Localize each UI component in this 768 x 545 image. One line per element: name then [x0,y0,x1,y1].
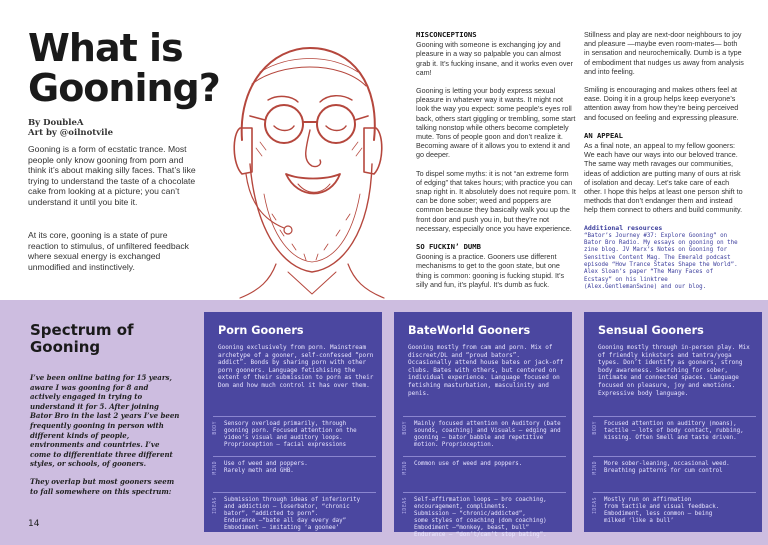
card-section-mind [403,456,566,492]
section-label-ideas: IDEAS [593,497,598,514]
section-label-body: BODY [213,421,218,435]
card-section-body [213,416,376,456]
middle-column [416,30,576,298]
card-section-mind [593,456,756,492]
section-label-ideas: IDEAS [403,497,408,514]
card-section-mind [213,456,376,492]
byline-author: By DoubleA [28,118,84,128]
card-section-ideas [213,492,376,530]
dumb-heading: SO FUCKIN’ DUMB [416,242,481,252]
section-label-ideas: IDEAS [213,497,218,514]
misconceptions-paragraph-2: Gooning is letting your body express sexual pleasure in whatever way it wants. It might not look the way you expect: some people’s eyes roll back, others start giggling or trembling, some start talking nonstop while others become completely mute. Tons of people goon and don’t realize it. Becoming aware of it allows you to extend it and go deeper. [416,86,576,160]
section-text-ideas: Submission through ideas of inferiority and addiction – loserbator, “chronic bator”, “addicted to porn”. Endurance –“bate all day every day” Embodiment – imitating ‘a goonee’ [224,497,361,532]
misconceptions-paragraph-3: To dispel some myths: it is not “an extreme form of edging” that takes hours; with practice you can snap right in. It absolutely does not require porn. It can be done sober; weed and poppers are common because they basically walk you up the front door and push you in, but they’re not necessary, especially once you have experience. [416,168,576,233]
section-text-body: Sensory overload primarily, through gooning porn. Focused attention on the video’s visual and auditory loops. Proprioception – facial expressions [224,421,357,449]
card-porn-gooners [204,312,382,532]
misconceptions-heading: MISCONCEPTIONS [416,30,477,39]
intro-paragraph-2: At its core, gooning is a state of pure reaction to stimulus, of unfiltered feedback where sexual energy is exchanged unmodified and instinctively. [28,230,189,272]
right-paragraph-2: Smiling is encouraging and makes others feel at ease. Doing it in a group helps keep everyone’s attention away from how they’re being perceived and focused on feeling and expressing pleasure. [584,85,739,122]
section-label-mind: MIND [593,461,598,475]
card-bateworld-gooners [394,312,572,539]
section-text-mind: Common use of weed and poppers. [414,461,523,467]
appeal-paragraph: As a final note, an appeal to my fellow gooners: We each have our ways into our beloved trance. The same way meth ravages our communities, ideas of addiction are putting many of ours at risk of isolation and decay. Let’s take care of each other. I hope this helps at least one person shift to methods that don’t endanger them and instead help them connect to others and build community. [584,141,743,215]
spectrum-title: Spectrum of Gooning [30,321,134,356]
section-text-mind: More sober-leaning, occasional weed. Breathing patterns for cum control [604,461,730,475]
section-label-body: BODY [593,421,598,435]
card-description: Gooning exclusively from porn. Mainstream archetype of a gooner, self-confessed “porn addict”. Bonds by sharing porn with other porn gooners. Language fetishising the extent of their submission to porn as their Dom and how much control it has over them. [218,344,374,389]
section-text-body: Mainly focused attention on Auditory (bate sounds, coaching) and Visuals – edging and gooning – bator babble and repetitive motion. Proprioception. [414,421,561,449]
card-section-ideas [593,492,756,530]
resources-text: “Bator’s Journey #37: Explore Gooning” on Bator Bro Radio. My essays on gooning on the zine blog. JV Marx’s Notes on Gooning for Sensitive Content Mag. The Emerald podcast episode “How Trance States Shape the World”. Alex Sloan’s paper “The Many Faces of Ecstasy” on his linktree (Alex.GentlemanSwine) and our blog. [584,232,738,290]
article-title: What is Gooning? [28,26,220,110]
section-label-mind: MIND [403,461,408,475]
spectrum-paragraph-1: I’ve been online bating for 15 years, aware I was gooning for 8 and actively engaged in trying to understand it for 5. After joining Bator Bro in the last 2 years I’ve been frequently gooning in person with different kinds of people, environments and countries. I’ve come to differentiate three different styles, or schools, of gooners. [30,373,180,469]
section-text-body: Focused attention on auditory (moans), tactile – lots of body contact, rubbing, kissing. Often Smell and taste driven. [604,421,744,442]
card-title: BateWorld Gooners [408,324,531,337]
page-number: 14 [28,519,40,529]
section-text-ideas: Self-affirmation loops – bro coaching, encouragement, compliments. Submission – “chronic/addicted”, some styles of coaching (dom coaching) Embodiment –“monkey, beast, bull” Endurance – “don’t/can’t stop bating”. [414,497,547,539]
card-sensual-gooners [584,312,762,532]
appeal-heading: AN APPEAL [584,130,623,140]
card-description: Gooning mostly from cam and porn. Mix of discreet/DL and “proud bators”. Occasionally attend house bates or jack-off clubs. Bates with others, but centered on individual experience. Language focused on fetishing masturbation, masculinity and penis. [408,344,564,397]
spectrum-paragraph-2: They overlap but most gooners seem to fall somewhere on this spectrum: [30,476,175,496]
right-paragraph-1: Stillness and play are next-door neighbours to joy and pleasure —maybe even room-mates— both in sensation and neurochemically. Dumb is a type of embodiment that nudges us away from analysis and into feeling. [584,30,744,76]
section-text-ideas: Mostly run on affirmation from tactile and visual feedback. Embodiment, less common – being milked ‘like a bull’ [604,497,720,525]
resources-heading: Additional resources [584,223,663,232]
section-label-body: BODY [403,421,408,435]
card-section-ideas [403,492,566,539]
dumb-paragraph-1: Gooning is a practice. Gooners use different mechanisms to get to the goon state, but one thing is common: gooning is fucking stupid. It’s silly and fun, it’s playful. It’s dumb as fuck. [416,252,565,289]
card-title: Porn Gooners [218,324,304,337]
misconceptions-paragraph-1: Gooning with someone is exchanging joy and pleasure in a way so palpable you can almost grab it. It’s fucking insane, and it works even over cam! [416,40,573,77]
card-description: Gooning mostly through in-person play. Mix of friendly kinksters and tantra/yoga types. Don’t identify as gooners, strong body awareness. Searching for sober, intimate and connected spaces. Language focused on pleasure, joy and emotions. Expressive body language. [598,344,750,397]
byline [28,118,113,138]
portrait-illustration [180,24,408,300]
section-label-mind: MIND [213,461,218,475]
right-column [584,30,744,291]
card-section-body [593,416,756,456]
intro-paragraph-1: Gooning is a form of ecstatic trance. Most people only know gooning from porn and think it’s about making silly faces. That’s like trying to understand the taste of a chocolate cake from looking at a picture; you can’t understand it until you bite it. [28,144,196,207]
spectrum-intro [30,373,180,496]
byline-art: Art by @oilnotvile [28,128,114,138]
card-title: Sensual Gooners [598,324,704,337]
card-section-body [403,416,566,456]
section-text-mind: Use of weed and poppers. Rarely meth and GHB. [224,461,308,475]
